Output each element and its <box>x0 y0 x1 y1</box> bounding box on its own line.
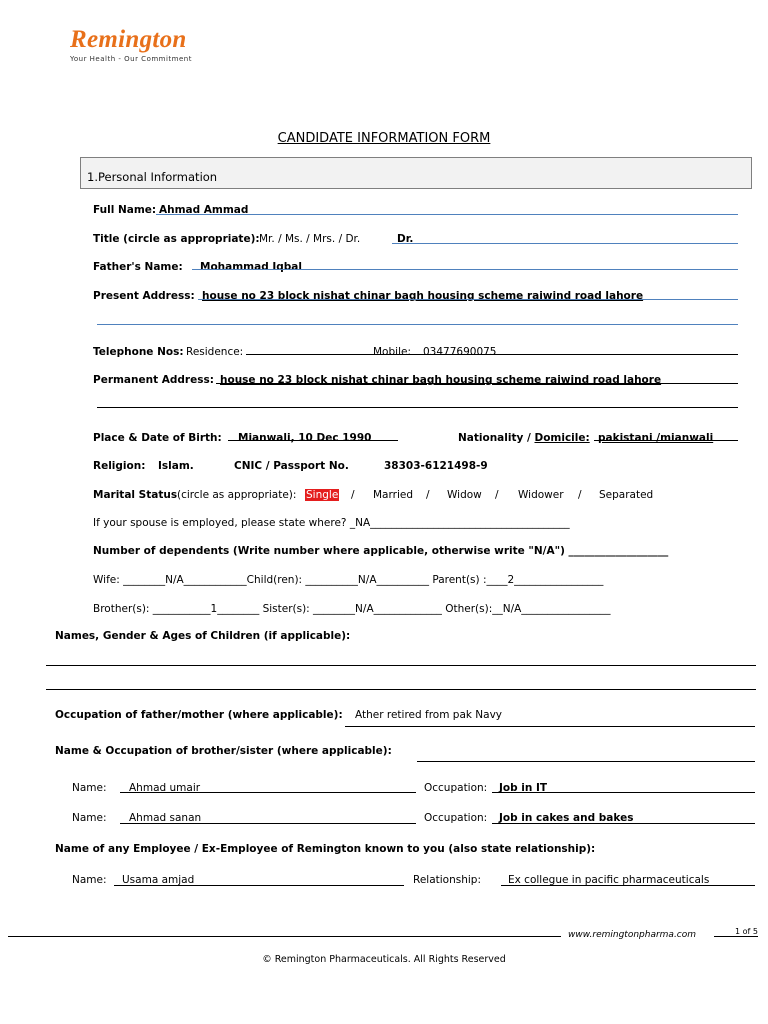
religion-label: Religion: <box>93 460 146 472</box>
relationship-value[interactable]: Ex collegue in pacific pharmaceuticals <box>508 874 710 886</box>
sibling-1-occupation-label: Occupation: <box>424 782 488 794</box>
residence-label: Residence: <box>186 346 244 358</box>
marital-label: Marital Status <box>93 489 178 501</box>
parent-occupation-label: Occupation of father/mother (where applicable): <box>55 709 343 721</box>
sibling-2-name[interactable]: Ahmad sanan <box>129 812 202 824</box>
footer-copyright: © Remington Pharmaceuticals. All Rights Reserved <box>262 954 506 965</box>
mobile-label: Mobile: <box>373 346 411 358</box>
sibling-1-occupation-line <box>492 792 755 793</box>
nationality-value[interactable]: pakistani /mianwali <box>598 432 714 444</box>
parent-occupation-line <box>345 726 755 727</box>
marital-option-widower[interactable]: Widower <box>518 489 564 501</box>
sibling-2-name-line <box>120 823 416 824</box>
sibling-2-occupation[interactable]: Job in cakes and bakes <box>499 812 634 824</box>
siblings-label: Name & Occupation of brother/sister (where applicable): <box>55 745 392 757</box>
marital-option-selected[interactable]: Single <box>306 489 339 501</box>
sibling-2-occupation-label: Occupation: <box>424 812 488 824</box>
sibling-1-name-line <box>120 792 416 793</box>
telephone-line <box>246 354 738 355</box>
present-address-line <box>198 299 738 300</box>
spouse-employment-line[interactable]: If your spouse is employed, please state where? _NA______________________________________ <box>93 517 570 529</box>
birth-value[interactable]: Mianwali, 10 Dec 1990 <box>238 432 372 444</box>
marital-option-widow[interactable]: Widow <box>447 489 482 501</box>
sibling-1-occupation[interactable]: Job in IT <box>499 782 548 794</box>
employee-known-label: Name of any Employee / Ex-Employee of Remington known to you (also state relationship): <box>55 843 596 855</box>
sibling-2-occupation-line <box>492 823 755 824</box>
birth-line <box>228 440 398 441</box>
logo-tagline: Your Health - Our Commitment <box>70 55 192 63</box>
marital-option-married[interactable]: Married <box>373 489 413 501</box>
full-name-line <box>156 214 738 215</box>
mobile-value[interactable]: 03477690075 <box>423 346 497 358</box>
page-number: 1 of 5 <box>714 927 758 937</box>
children-line-1[interactable] <box>46 665 756 666</box>
permanent-address-line-2 <box>97 407 738 408</box>
permanent-address-value[interactable]: house no 23 block nishat chinar bagh housing scheme raiwind road lahore <box>220 374 662 386</box>
present-address-line-2 <box>97 324 738 325</box>
title-options: Mr. / Ms. / Mrs. / Dr. <box>259 233 361 245</box>
marital-separator: / <box>351 489 355 501</box>
permanent-address-label: Permanent Address: <box>93 374 214 386</box>
footer-website[interactable]: www.remingtonpharma.com <box>568 930 697 940</box>
cnic-value[interactable]: 38303-6121498-9 <box>384 460 488 472</box>
sibling-1-name-label: Name: <box>72 782 107 794</box>
marital-hint: (circle as appropriate): <box>177 489 297 501</box>
employee-name-line <box>114 885 404 886</box>
children-line-2[interactable] <box>46 689 756 690</box>
nationality-label: Nationality / Domicile: <box>458 432 590 444</box>
marital-option-separated[interactable]: Separated <box>599 489 654 501</box>
section-title: 1.Personal Information <box>87 170 218 184</box>
dependents-label[interactable]: Number of dependents (Write number where applicable, otherwise write "N/A") ___________________ <box>93 545 669 557</box>
present-address-value[interactable]: house no 23 block nishat chinar bagh housing scheme raiwind road lahore <box>202 290 644 302</box>
children-label: Names, Gender & Ages of Children (if applicable): <box>55 630 351 642</box>
footer-divider <box>8 936 561 937</box>
father-name-value[interactable]: Mohammad Iqbal <box>200 261 302 273</box>
title-value[interactable]: Dr. <box>397 233 414 245</box>
relationship-line <box>501 885 755 886</box>
full-name-label: Full Name: <box>93 204 157 216</box>
title-label: Title (circle as appropriate): <box>93 233 260 245</box>
marital-separator: / <box>426 489 430 501</box>
marital-separator: / <box>495 489 499 501</box>
employee-name[interactable]: Usama amjad <box>122 874 195 886</box>
remington-logo: Remington <box>70 26 187 53</box>
nationality-line <box>594 440 738 441</box>
dependents-row-1[interactable]: Wife: ________N/A____________Child(ren): __________N/A__________ Parent(s) :____2_________________ <box>93 574 604 586</box>
permanent-address-line <box>216 383 738 384</box>
marital-separator: / <box>578 489 582 501</box>
religion-value[interactable]: Islam. <box>158 460 194 472</box>
father-name-label: Father's Name: <box>93 261 183 273</box>
form-title: CANDIDATE INFORMATION FORM <box>277 131 491 146</box>
telephone-label: Telephone Nos: <box>93 346 184 358</box>
sibling-2-name-label: Name: <box>72 812 107 824</box>
siblings-line[interactable] <box>417 761 755 762</box>
dependents-row-2[interactable]: Brother(s): ___________1________ Sister(s): ________N/A_____________ Other(s):__N/A_________________ <box>93 603 611 615</box>
parent-occupation-value[interactable]: Ather retired from pak Navy <box>355 709 503 721</box>
sibling-1-name[interactable]: Ahmad umair <box>129 782 201 794</box>
birth-label: Place & Date of Birth: <box>93 432 222 444</box>
father-name-line <box>192 269 738 270</box>
full-name-value[interactable]: Ahmad Ammad <box>159 204 249 216</box>
employee-name-label: Name: <box>72 874 107 886</box>
cnic-label: CNIC / Passport No. <box>234 460 349 472</box>
title-line <box>392 243 738 244</box>
relationship-label: Relationship: <box>413 874 481 886</box>
present-address-label: Present Address: <box>93 290 195 302</box>
